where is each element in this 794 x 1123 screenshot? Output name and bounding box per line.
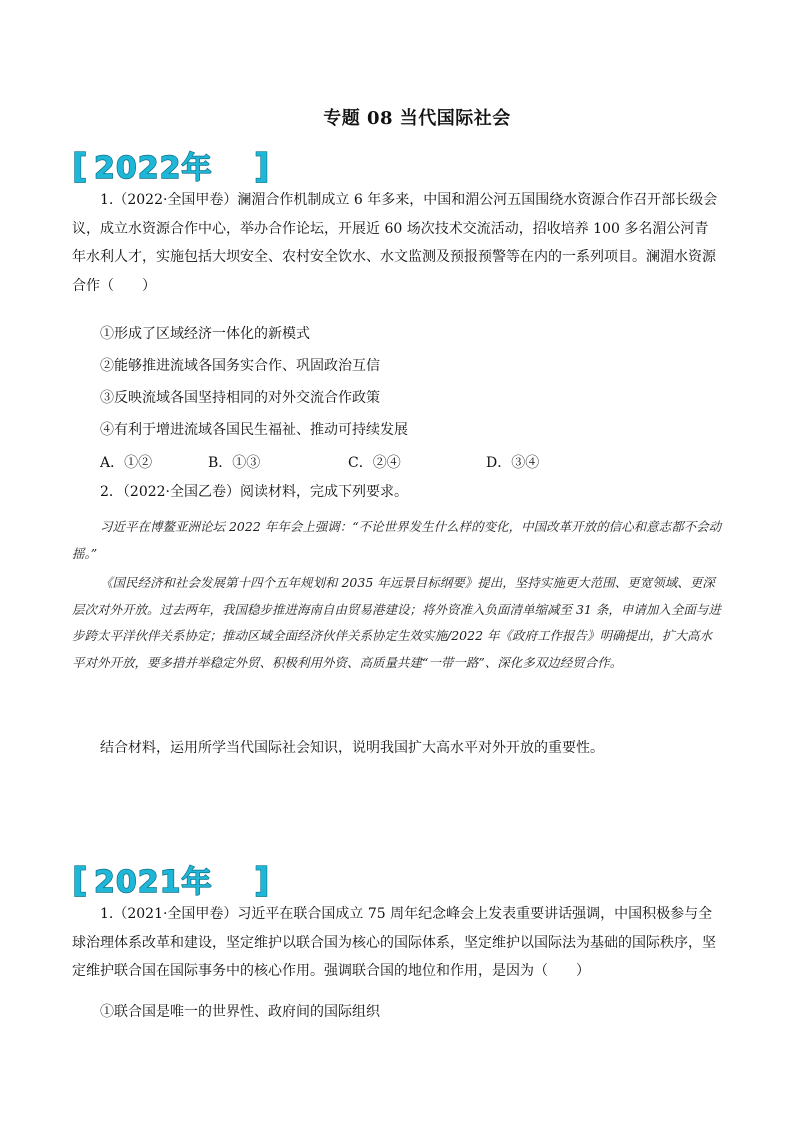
- question-2021-1: 1.（2021·全国甲卷）习近平在联合国成立 75 周年纪念峰会上发表重要讲话强调，中国积极参与全球治理体系改革和建设，坚定维护以联合国为核心的国际体系，坚定维护以国际法为基础的国际秩序，坚定维护联合国在国际事务中的核心作用。强调联合国的地位和作用，是因为（ ）: [72, 906, 716, 979]
- left-bracket-icon: [: [72, 147, 88, 186]
- material-2: 《国民经济和社会发展第十四个五年规划和 2035 年远景目标纲要》提出，坚持实施更大范围、更宽领域、更深层次对外开放。过去两年，我国稳步推进海南自由贸易港建设；将外资准入负面清单缩减至 31 条，申请加入全面与进步跨太平洋伙伴关系协定；推动区域全面经济伙伴关系协定生效实施/2022 年《政府工作报告》明确提出，扩大高水平对外开放，要多措并举稳定外贸、积极利用外资、高质量共建“一带一路”、深化多双边经贸合作。: [72, 575, 721, 670]
- year-label-2022: 2022年: [94, 151, 213, 186]
- question-2022-2: 2．（2022·全国乙卷）阅读材料，完成下列要求。: [100, 484, 408, 500]
- question-2022-1: 1.（2022·全国甲卷）澜湄合作机制成立 6 年多来，中国和湄公河五国围绕水资源合作召开部长级会议，成立水资源合作中心，举办合作论坛，开展近 60 场次技术交流活动，招收培养 100 多名湄公河青年水利人才，实施包括大坝安全、农村安全饮水、水文监测及预报预警等在内的一系列项目。澜湄水资源合作（ ）: [72, 192, 718, 294]
- option-1: ①形成了区域经济一体化的新模式: [100, 326, 310, 342]
- right-bracket-icon: ]: [254, 147, 270, 186]
- choice-c: C．②④: [348, 455, 401, 471]
- year-label-2021: 2021年: [94, 865, 213, 900]
- year-banner-2021: [72, 860, 282, 900]
- choice-d: D．③④: [486, 455, 540, 471]
- option-2: ②能够推进流域各国务实合作、巩固政治互信: [100, 358, 380, 374]
- material-1: 习近平在博鳌亚洲论坛 2022 年年会上强调：“不论世界发生什么样的变化，中国改革开放的信心和意志都不会动摇。”: [72, 519, 722, 561]
- option-3: ③反映流域各国坚持相同的对外交流合作政策: [100, 390, 380, 406]
- page-title: [0, 104, 794, 130]
- option-4: ④有利于增进流域各国民生福祉、推动可持续发展: [100, 422, 408, 438]
- left-bracket-icon: [: [72, 861, 88, 900]
- choice-a: A．①②: [100, 455, 153, 471]
- choice-b: B．①③: [208, 455, 261, 471]
- year-banner-2022: [72, 146, 282, 186]
- option-2021-1: ①联合国是唯一的世界性、政府间的国际组织: [100, 1004, 380, 1020]
- right-bracket-icon: ]: [254, 861, 270, 900]
- question-2022-2-prompt: 结合材料，运用所学当代国际社会知识，说明我国扩大高水平对外开放的重要性。: [100, 740, 604, 756]
- page-title-text: 专题 08 当代国际社会: [323, 108, 511, 129]
- answer-choices: [100, 452, 539, 472]
